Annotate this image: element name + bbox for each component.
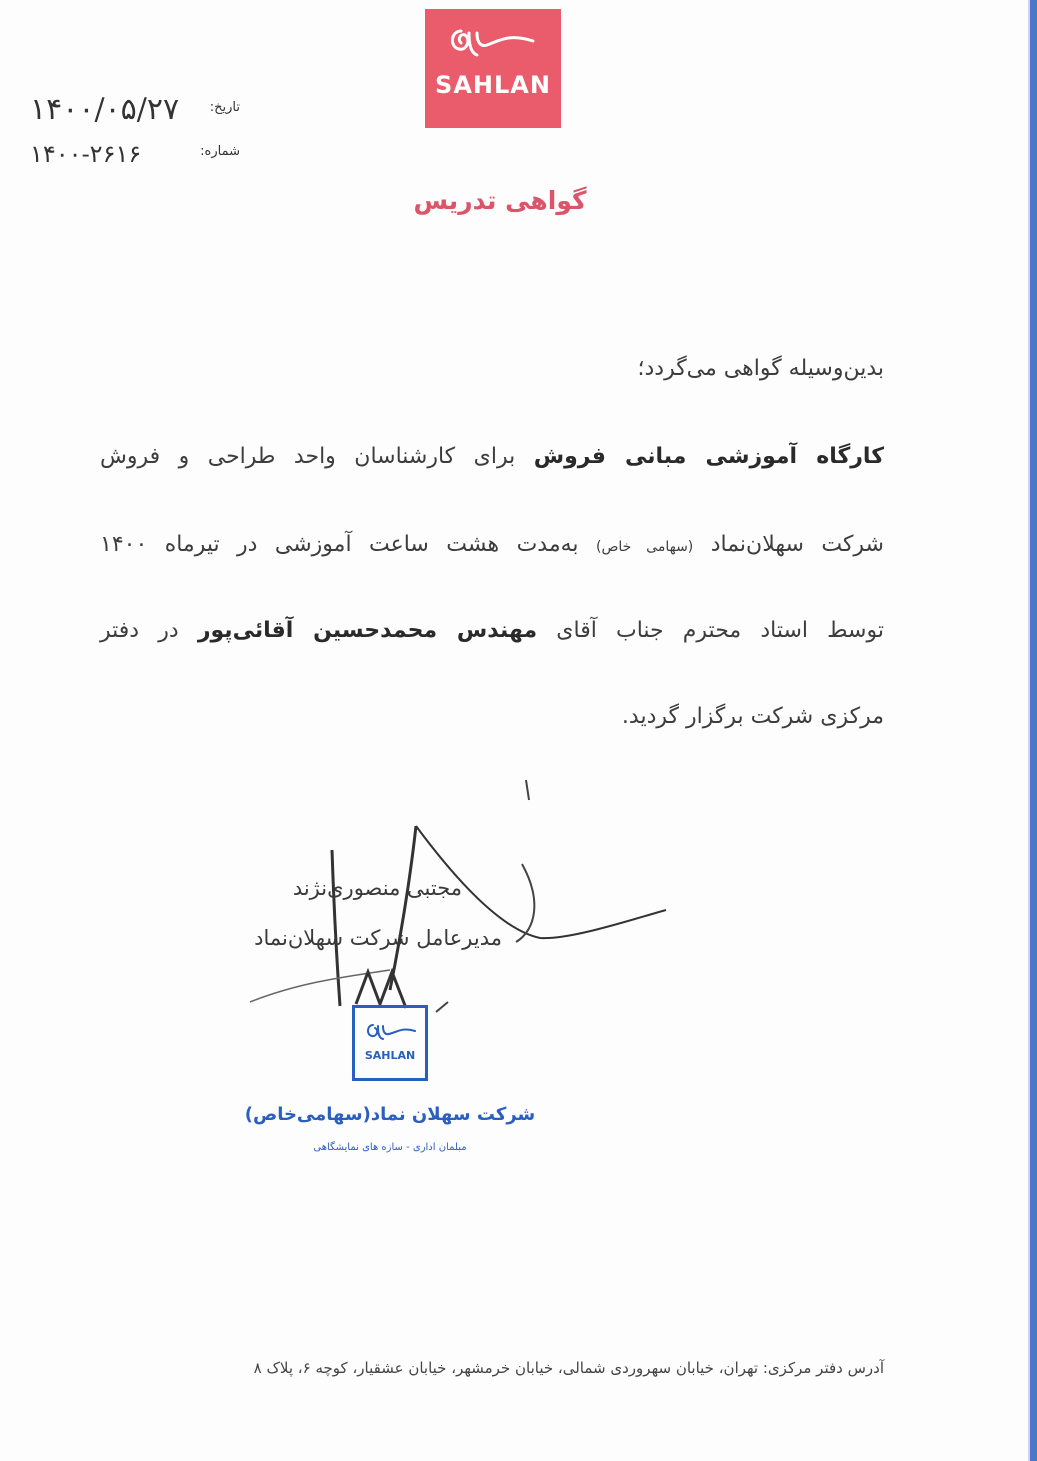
body-line-4-end: در دفتر <box>100 618 179 643</box>
body-line-5: مرکزی شرکت برگزار گردید. <box>621 704 884 729</box>
date-label: تاریخ: <box>209 100 240 115</box>
signatory-name: مجتبی منصوری‌نژند <box>292 876 462 900</box>
signatory-role: مدیرعامل شرکت سهلان‌نماد <box>254 926 502 950</box>
body-line-1: بدین‌وسیله گواهی می‌گردد؛ <box>637 356 884 381</box>
instructor-name: مهندس محمدحسین آقائی‌پور <box>197 618 538 643</box>
company-name: شرکت سهلان‌نماد <box>710 532 884 557</box>
stamp-subtitle: مبلمان اداری - سازه های نمایشگاهی <box>313 1142 467 1153</box>
body-line-2-rest: برای کارشناسان واحد طراحی و فروش <box>100 444 516 469</box>
certificate-title: گواهی تدریس <box>413 186 587 215</box>
number-value: ۱۴۰۰-۲۶۱۶ <box>30 140 142 168</box>
body-line-3 <box>100 525 884 567</box>
handwritten-signature <box>240 770 680 1060</box>
stamp-company-name: شرکت سهلان نماد(سهامی‌خاص) <box>244 1104 536 1125</box>
body-line-2 <box>100 437 884 477</box>
sahlan-mark-icon <box>447 25 539 65</box>
body-line-4-start: توسط استاد محترم جناب آقای <box>556 618 884 643</box>
stamp-mark-icon <box>365 1022 417 1046</box>
sahlan-logo <box>425 9 561 128</box>
footer-address: آدرس دفتر مرکزی: تهران، خیابان سهروردی شمالی، خیابان خرمشهر، خیابان عشقیار، کوچه ۶، پلاک ۸ <box>253 1359 884 1377</box>
workshop-name: کارگاه آموزشی مبانی فروش <box>533 444 884 469</box>
date-row <box>30 92 250 128</box>
body-line-4 <box>100 611 884 651</box>
company-stamp <box>352 1005 428 1081</box>
company-type: (سهامی خاص) <box>595 539 694 555</box>
body-line-3-rest: به‌مدت هشت ساعت آموزشی در تیرماه ۱۴۰۰ <box>100 532 579 557</box>
logo-wordmark: SAHLAN <box>435 71 551 99</box>
number-row <box>30 136 250 172</box>
stamp-wordmark: SAHLAN <box>364 1049 416 1062</box>
page-edge <box>1030 0 1037 1461</box>
date-value: ۱۴۰۰/۰۵/۲۷ <box>30 92 180 127</box>
number-label: شماره: <box>200 144 240 159</box>
